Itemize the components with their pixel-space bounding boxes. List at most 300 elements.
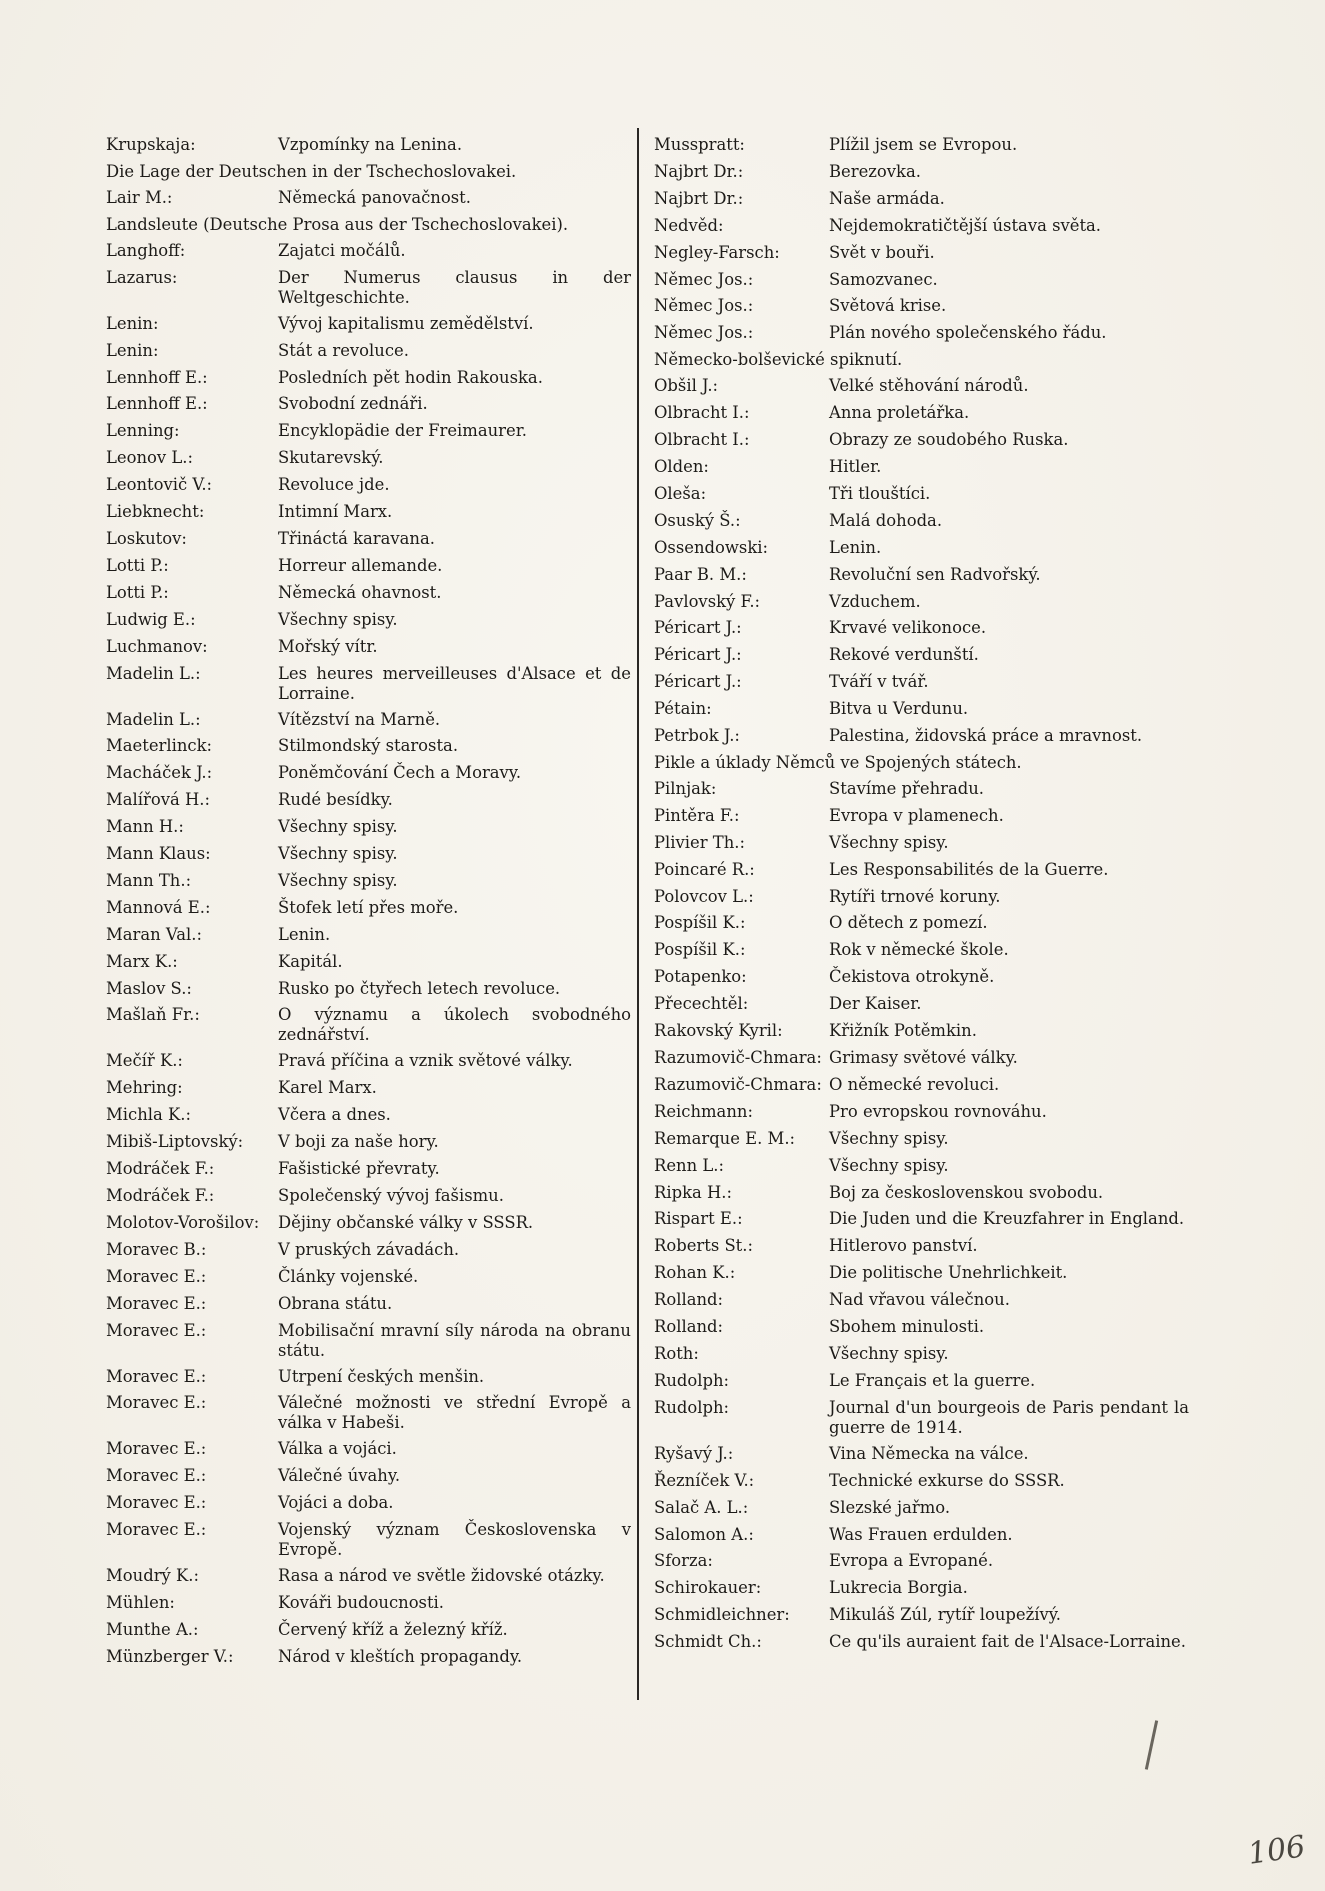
bibliography-entry <box>654 320 1189 347</box>
bibliography-entry <box>106 265 631 311</box>
entry-title: Německá panovačnost. <box>278 187 471 207</box>
bibliography-entry <box>106 1075 631 1102</box>
entry-author: Olbracht I.: <box>654 403 750 423</box>
entry-author: Moudrý K.: <box>106 1566 199 1586</box>
entry-title: Dějiny občanské války v SSSR. <box>278 1212 534 1232</box>
entry-author: Leontovič V.: <box>106 475 213 495</box>
bibliography-entry <box>654 669 1189 696</box>
entry-author: Mečíř K.: <box>106 1051 183 1071</box>
entry-author: Roth: <box>654 1343 699 1363</box>
entry-author: Lenning: <box>106 421 180 441</box>
entry-author: Razumovič-Chmara: <box>654 1048 822 1067</box>
pencil-mark <box>1145 1720 1158 1770</box>
entry-title: Křižník Potěmkin. <box>829 1021 977 1041</box>
bibliography-entry <box>106 976 631 1003</box>
bibliography-entry <box>654 373 1189 400</box>
entry-author: Ryšavý J.: <box>654 1443 734 1463</box>
entry-title: Lukrecia Borgia. <box>829 1578 968 1598</box>
entry-title: Světová krise. <box>829 296 947 316</box>
entry-author: Přecechtěl: <box>654 994 749 1014</box>
entry-title: O německé revoluci. <box>829 1074 1000 1094</box>
bibliography-entry <box>654 1602 1189 1629</box>
bibliography-entry <box>654 910 1189 937</box>
bibliography-entry <box>654 1045 1189 1072</box>
entry-author: Loskutov: <box>106 528 187 548</box>
bibliography-entry <box>654 615 1189 642</box>
entry-title: Včera a dnes. <box>278 1105 391 1125</box>
bibliography-entry <box>106 472 631 499</box>
entry-title: Skutarevský. <box>278 448 384 468</box>
entry-author: Péricart J.: <box>654 618 742 638</box>
entry-title: Pravá příčina a vznik světové války. <box>278 1051 573 1071</box>
entry-author: Moravec E.: <box>106 1320 207 1340</box>
bibliography-entry <box>654 642 1189 669</box>
entry-title: Všechny spisy. <box>278 870 398 890</box>
entry-title: Fašistické převraty. <box>278 1159 440 1179</box>
entry-author: Maslov S.: <box>106 978 192 998</box>
entry-author: Mašlaň Fr.: <box>106 1005 200 1025</box>
bibliography-entry <box>654 267 1189 294</box>
entry-author: Madelin L.: <box>106 663 201 683</box>
entry-title: Všechny spisy. <box>278 844 398 864</box>
entry-title: Štofek letí přes moře. <box>278 897 459 917</box>
entry-author: Remarque E. M.: <box>654 1128 796 1148</box>
entry-author: Munthe A.: <box>106 1619 199 1639</box>
entry-author: Macháček J.: <box>106 763 213 783</box>
entry-author: Madelin L.: <box>106 709 201 729</box>
entry-title: Die politische Unehrlichkeit. <box>829 1263 1068 1283</box>
entry-title: Články vojenské. <box>278 1266 419 1286</box>
bibliography-entry <box>654 1072 1189 1099</box>
entry-author: Salač A. L.: <box>654 1497 749 1517</box>
entry-title: Všechny spisy. <box>829 832 949 852</box>
entry-full-title: Pikle a úklady Němců ve Spojených státech. <box>654 752 1022 772</box>
bibliography-entry <box>654 1468 1189 1495</box>
entry-title: Rytíři trnové koruny. <box>829 886 1001 906</box>
entry-full-title: Německo-bolševické spiknutí. <box>654 350 903 370</box>
bibliography-entry <box>106 185 631 212</box>
bibliography-entry <box>654 1206 1189 1233</box>
entry-author: Rohan K.: <box>654 1263 736 1283</box>
bibliography-entry <box>654 589 1189 616</box>
bibliography-entry <box>106 311 631 338</box>
bibliography-entry <box>106 895 631 922</box>
entry-author: Schmidleichner: <box>654 1605 790 1625</box>
entry-author: Schmidt Ch.: <box>654 1632 762 1652</box>
entry-title: Vítězství na Marně. <box>278 709 441 729</box>
entry-title: Rasa a národ ve světle židovské otázky. <box>278 1566 605 1586</box>
entry-title: Válečné možnosti ve střední Evropě a válka v Habeši. <box>278 1393 631 1433</box>
entry-author: Rolland: <box>654 1290 724 1310</box>
entry-title: Journal d'un bourgeois de Paris pendant la guerre de 1914. <box>829 1397 1189 1437</box>
bibliography-entry <box>106 1291 631 1318</box>
entry-author: Rudolph: <box>654 1370 730 1390</box>
entry-title: Zajatci močálů. <box>278 240 406 260</box>
bibliography-entry <box>654 1341 1189 1368</box>
entry-title: Společenský vývoj fašismu. <box>278 1186 504 1205</box>
bibliography-entry <box>654 1629 1189 1656</box>
entry-title: Válečné úvahy. <box>278 1466 401 1486</box>
entry-author: Péricart J.: <box>654 672 742 692</box>
entry-author: Langhoff: <box>106 240 186 260</box>
entry-author: Nedvěd: <box>654 215 724 235</box>
bibliography-entry <box>654 830 1189 857</box>
entry-author: Němec Jos.: <box>654 323 754 343</box>
entry-author: Potapenko: <box>654 967 747 987</box>
entry-author: Molotov-Vorošilov: <box>106 1212 260 1232</box>
bibliography-entry <box>106 391 631 418</box>
entry-author: Moravec E.: <box>106 1266 207 1286</box>
bibliography-entry <box>106 1563 631 1590</box>
bibliography-entry <box>654 1180 1189 1207</box>
entry-author: Lair M.: <box>106 187 173 207</box>
bibliography-entry <box>106 868 631 895</box>
bibliography-entry <box>654 1548 1189 1575</box>
bibliography-entry <box>654 240 1189 267</box>
bibliography-entry <box>106 1517 631 1563</box>
bibliography-entry <box>654 535 1189 562</box>
entry-title: Rusko po čtyřech letech revoluce. <box>278 978 561 998</box>
entry-full-title: Landsleute (Deutsche Prosa aus der Tschechoslovakei). <box>106 214 569 234</box>
bibliography-entry <box>106 445 631 472</box>
entry-author: Řezníček V.: <box>654 1470 755 1490</box>
entry-title: Velké stěhování národů. <box>829 376 1029 396</box>
entry-title: Čekistova otrokyně. <box>829 967 995 987</box>
entry-title: O významu a úkolech svobodného zednářství. <box>278 1005 631 1045</box>
bibliography-entry <box>654 1522 1189 1549</box>
bibliography-entry <box>106 661 631 707</box>
entry-title: Nejdemokratičtější ústava světa. <box>829 215 1102 235</box>
bibliography-entry <box>106 1364 631 1391</box>
bibliography-entry <box>654 964 1189 991</box>
entry-title: Obrazy ze soudobého Ruska. <box>829 430 1069 450</box>
entry-author: Mannová E.: <box>106 897 211 917</box>
entry-author: Roberts St.: <box>654 1236 753 1256</box>
bibliography-entry <box>654 1575 1189 1602</box>
entry-author: Sforza: <box>654 1551 713 1571</box>
entry-title: Plán nového společenského řádu. <box>829 323 1107 343</box>
bibliography-entry <box>654 937 1189 964</box>
bibliography-entry <box>106 1183 631 1210</box>
bibliography-entry <box>106 1264 631 1291</box>
entry-title: Der Numerus clausus in der Weltgeschichte. <box>278 267 631 307</box>
entry-title: Bitva u Verdunu. <box>829 699 969 719</box>
entry-author: Malířová H.: <box>106 790 211 810</box>
bibliography-entry <box>654 1018 1189 1045</box>
entry-author: Maeterlinck: <box>106 736 213 756</box>
bibliography-entry <box>654 347 1189 373</box>
bibliography-entry <box>106 1048 631 1075</box>
bibliography-entry <box>654 400 1189 427</box>
entry-title: Všechny spisy. <box>829 1155 949 1175</box>
entry-author: Osuský Š.: <box>654 510 741 530</box>
entry-title: Obrana státu. <box>278 1293 393 1313</box>
entry-author: Mann Klaus: <box>106 844 211 864</box>
entry-title: Rudé besídky. <box>278 790 393 810</box>
bibliography-entry <box>654 1314 1189 1341</box>
bibliography-entry <box>654 991 1189 1018</box>
entry-author: Maran Val.: <box>106 924 203 944</box>
entry-author: Reichmann: <box>654 1101 753 1121</box>
bibliography-entry <box>654 803 1189 830</box>
entry-title: Pro evropskou rovnováhu. <box>829 1101 1047 1121</box>
entry-title: Rekové verdunští. <box>829 645 979 665</box>
entry-author: Ossendowski: <box>654 537 769 557</box>
bibliography-entry <box>106 814 631 841</box>
entry-author: Olbracht I.: <box>654 430 750 450</box>
entry-author: Lotti P.: <box>106 555 169 575</box>
entry-title: Lenin. <box>829 537 882 557</box>
bibliography-entry <box>654 1395 1189 1441</box>
entry-title: Les Responsabilités de la Guerre. <box>829 859 1109 879</box>
entry-title: Stavíme přehradu. <box>829 778 984 798</box>
bibliography-entry <box>106 499 631 526</box>
entry-author: Salomon A.: <box>654 1524 754 1544</box>
entry-title: Svobodní zednáři. <box>278 394 428 414</box>
bibliography-entry <box>654 1126 1189 1153</box>
entry-title: Anna proletářka. <box>829 403 970 423</box>
entry-title: Kováři budoucnosti. <box>278 1593 445 1613</box>
bibliography-entry <box>106 580 631 607</box>
bibliography-entry <box>654 1495 1189 1522</box>
bibliography-entry <box>654 857 1189 884</box>
entry-title: Červený kříž a železný kříž. <box>278 1619 508 1639</box>
entry-author: Polovcov L.: <box>654 886 754 906</box>
entry-title: V pruských závadách. <box>278 1239 460 1259</box>
entry-title: Třináctá karavana. <box>278 528 435 548</box>
bibliography-entry <box>106 159 631 185</box>
bibliography-entry <box>654 1099 1189 1126</box>
entry-author: Mühlen: <box>106 1593 175 1613</box>
entry-title: Evropa a Evropané. <box>829 1551 994 1571</box>
entry-author: Liebknecht: <box>106 502 205 522</box>
entry-title: Revoluce jde. <box>278 475 390 495</box>
entry-title: Boj za československou svobodu. <box>829 1182 1104 1202</box>
entry-author: Pospíšil K.: <box>654 940 746 960</box>
entry-title: Vina Německa na válce. <box>829 1443 1029 1463</box>
bibliography-entry <box>106 707 631 734</box>
entry-author: Moravec E.: <box>106 1366 207 1386</box>
entry-author: Michla K.: <box>106 1105 191 1125</box>
entry-title: Was Frauen erdulden. <box>829 1524 1013 1544</box>
entry-title: Národ v kleštích propagandy. <box>278 1646 523 1666</box>
entry-title: Technické exkurse do SSSR. <box>829 1470 1065 1490</box>
bibliography-entry <box>106 760 631 787</box>
entry-title: Vzduchem. <box>829 591 921 611</box>
bibliography-entry <box>654 1287 1189 1314</box>
entry-title: Mobilisační mravní síly národa na obranu státu. <box>278 1320 631 1360</box>
entry-title: Encyklopädie der Freimaurer. <box>278 421 527 441</box>
entry-title: Rok v německé škole. <box>829 940 1009 960</box>
entry-title: Stát a revoluce. <box>278 340 409 360</box>
entry-title: Všechny spisy. <box>278 609 398 629</box>
entry-title: Svět v bouři. <box>829 242 935 262</box>
entry-author: Schirokauer: <box>654 1578 762 1598</box>
entry-title: Tváří v tvář. <box>829 672 929 692</box>
entry-title: Slezské jařmo. <box>829 1497 951 1517</box>
entry-title: Všechny spisy. <box>829 1128 949 1148</box>
entry-author: Negley-Farsch: <box>654 242 780 262</box>
entry-title: Ce qu'ils auraient fait de l'Alsace-Lorraine. <box>829 1632 1186 1652</box>
bibliography-entry <box>106 1463 631 1490</box>
entry-title: Der Kaiser. <box>829 994 922 1014</box>
entry-author: Moravec E.: <box>106 1466 207 1486</box>
entry-author: Moravec E.: <box>106 1439 207 1459</box>
bibliography-entry <box>106 132 631 159</box>
bibliography-entry <box>654 293 1189 320</box>
entry-author: Marx K.: <box>106 951 178 971</box>
entry-title: Evropa v plamenech. <box>829 805 1004 825</box>
bibliography-entry <box>106 949 631 976</box>
bibliography-entry <box>106 338 631 365</box>
entry-title: Všechny spisy. <box>278 817 398 837</box>
entry-author: Pavlovský F.: <box>654 591 761 611</box>
entry-title: Vojenský význam Československa v Evropě. <box>278 1520 631 1560</box>
entry-author: Mibiš-Liptovský: <box>106 1132 244 1152</box>
entry-author: Poincaré R.: <box>654 859 755 879</box>
entry-author: Krupskaja: <box>106 135 196 154</box>
entry-author: Luchmanov: <box>106 636 208 656</box>
entry-author: Moravec E.: <box>106 1493 207 1513</box>
entry-author: Rudolph: <box>654 1397 730 1417</box>
entry-author: Münzberger V.: <box>106 1646 234 1666</box>
entry-title: Palestina, židovská práce a mravnost. <box>829 726 1143 746</box>
entry-author: Modráček F.: <box>106 1159 215 1179</box>
bibliography-entry <box>106 238 631 265</box>
bibliography-entry <box>106 1590 631 1617</box>
entry-author: Lotti P.: <box>106 582 169 602</box>
entry-title: Mořský vítr. <box>278 636 378 656</box>
bibliography-entry <box>106 1210 631 1237</box>
entry-author: Najbrt Dr.: <box>654 161 744 181</box>
entry-author: Ripka H.: <box>654 1182 733 1202</box>
entry-full-title: Die Lage der Deutschen in der Tschechoslovakei. <box>106 161 517 181</box>
entry-title: Tři tlouštíci. <box>829 483 931 503</box>
entry-author: Paar B. M.: <box>654 564 747 584</box>
bibliography-entry <box>106 1390 631 1436</box>
entry-author: Petrbok J.: <box>654 726 740 746</box>
entry-title: Nad vřavou válečnou. <box>829 1290 1010 1310</box>
entry-author: Němec Jos.: <box>654 296 754 316</box>
entry-title: Hitler. <box>829 456 882 476</box>
entry-title: Stilmondský starosta. <box>278 736 459 756</box>
bibliography-entry <box>654 186 1189 213</box>
entry-author: Obšil J.: <box>654 376 719 396</box>
bibliography-entry <box>106 1436 631 1463</box>
entry-author: Lenin: <box>106 340 159 360</box>
entry-title: Malá dohoda. <box>829 510 943 530</box>
bibliography-entry <box>106 526 631 553</box>
bibliography-entry <box>654 723 1189 750</box>
entry-title: Sbohem minulosti. <box>829 1317 985 1337</box>
bibliography-entry <box>106 787 631 814</box>
bibliography-entry <box>106 733 631 760</box>
entry-title: Vojáci a doba. <box>278 1493 394 1513</box>
bibliography-entry <box>106 1237 631 1264</box>
bibliography-entry <box>654 427 1189 454</box>
bibliography-entry <box>654 481 1189 508</box>
column-rule <box>637 128 639 1700</box>
bibliography-entry <box>654 213 1189 240</box>
bibliography-entry <box>106 1644 631 1671</box>
bibliography-entry <box>106 1617 631 1644</box>
bibliography-entry <box>106 418 631 445</box>
entry-title: V boji za naše hory. <box>278 1132 439 1152</box>
entry-author: Pilnjak: <box>654 778 717 798</box>
entry-author: Oleša: <box>654 483 707 503</box>
bibliography-entry <box>654 1260 1189 1287</box>
entry-author: Olden: <box>654 456 709 476</box>
entry-title: Válka a vojáci. <box>278 1439 397 1459</box>
entry-title: Karel Marx. <box>278 1078 377 1098</box>
bibliography-entry <box>106 1156 631 1183</box>
entry-author: Lazarus: <box>106 267 178 287</box>
bibliography-entry <box>106 365 631 392</box>
entry-title: Posledních pět hodin Rakouska. <box>278 367 543 387</box>
entry-title: Lenin. <box>278 924 331 944</box>
entry-author: Mann H.: <box>106 817 184 837</box>
entry-author: Najbrt Dr.: <box>654 188 744 208</box>
entry-author: Lennhoff E.: <box>106 394 208 414</box>
entry-author: Renn L.: <box>654 1155 724 1175</box>
bibliography-entry <box>106 1318 631 1364</box>
entry-title: Všechny spisy. <box>829 1343 949 1363</box>
entry-author: Péricart J.: <box>654 645 742 665</box>
bibliography-entry <box>654 750 1189 776</box>
entry-author: Razumovič-Chmara: <box>654 1074 822 1094</box>
entry-title: Revoluční sen Radvořský. <box>829 564 1041 584</box>
entry-author: Pospíšil K.: <box>654 913 746 933</box>
entry-title: Horreur allemande. <box>278 555 443 575</box>
entry-title: Grimasy světové války. <box>829 1048 1018 1067</box>
bibliography-entry <box>106 1129 631 1156</box>
entry-author: Pintěra F.: <box>654 805 740 825</box>
entry-title: Německá ohavnost. <box>278 582 442 602</box>
entry-author: Modráček F.: <box>106 1186 215 1205</box>
bibliography-entry <box>654 1441 1189 1468</box>
entry-author: Leonov L.: <box>106 448 193 468</box>
entry-title: Poněmčování Čech a Moravy. <box>278 763 522 783</box>
bibliography-entry <box>106 1002 631 1048</box>
bibliography-entry <box>654 884 1189 911</box>
page-number: 106 <box>1245 1829 1308 1872</box>
bibliography-entry <box>654 1233 1189 1260</box>
entry-title: Le Français et la guerre. <box>829 1370 1036 1390</box>
entry-title: Mikuláš Zúl, rytíř loupežívý. <box>829 1605 1062 1625</box>
entry-title: Hitlerovo panství. <box>829 1236 978 1256</box>
bibliography-entry <box>106 1102 631 1129</box>
entry-author: Mann Th.: <box>106 870 192 890</box>
bibliography-entry <box>106 553 631 580</box>
entry-title: Berezovka. <box>829 161 921 181</box>
entry-author: Moravec B.: <box>106 1239 207 1259</box>
bibliography-entry <box>106 607 631 634</box>
entry-author: Plivier Th.: <box>654 832 745 852</box>
entry-author: Rolland: <box>654 1317 724 1337</box>
entry-author: Lenin: <box>106 313 159 333</box>
entry-author: Moravec E.: <box>106 1393 207 1413</box>
entry-title: Vývoj kapitalismu zemědělství. <box>278 313 534 333</box>
entry-title: Les heures merveilleuses d'Alsace et de Lorraine. <box>278 663 631 703</box>
entry-title: Intimní Marx. <box>278 502 393 522</box>
bibliography-entry <box>654 508 1189 535</box>
bibliography-entry <box>654 454 1189 481</box>
entry-title: Vzpomínky na Lenina. <box>278 135 463 154</box>
entry-author: Pétain: <box>654 699 712 719</box>
bibliography-entry <box>106 1490 631 1517</box>
entry-author: Lennhoff E.: <box>106 367 208 387</box>
bibliography-entry <box>654 562 1189 589</box>
